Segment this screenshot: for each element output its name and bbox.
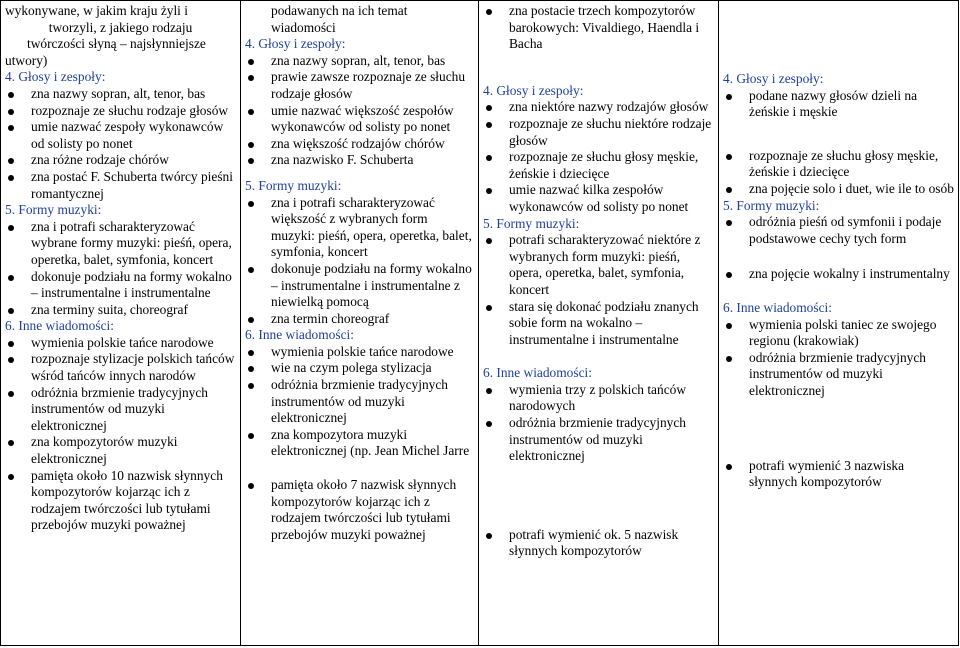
list-item: zna i potrafi scharakteryzować wybrane formy muzyki: pieśń, opera, operetka, balet, symfonia, koncert xyxy=(5,219,236,269)
list-item: dokonuje podziału na formy wokalno – instrumentalne i instrumentalne z niewielką pomocą xyxy=(245,261,474,311)
list-item: zna różne rodzaje chórów xyxy=(5,152,236,169)
voices-list xyxy=(483,99,714,215)
list-item: stara się dokonać podziału znanych sobie form na wokalno – instrumentalne i instrumentalne xyxy=(483,299,714,349)
voices-list xyxy=(723,88,954,198)
list-item: zna terminy suita, choreograf xyxy=(5,302,236,319)
list-item: rozpoznaje ze słuchu głosy męskie, żeńskie i dziecięce xyxy=(723,148,954,181)
list-item: zna postać F. Schuberta twórcy pieśni romantycznej xyxy=(5,169,236,202)
section-title-forms: 5. Formy muzyki: xyxy=(5,202,102,218)
forms-list xyxy=(5,219,236,319)
list-item: zna nazwisko F. Schuberta xyxy=(245,152,474,169)
list-item: wymienia polski taniec ze swojego regionu (krakowiak) xyxy=(723,317,954,350)
other-list xyxy=(245,344,474,544)
list-item: potrafi wymienić ok. 5 nazwisk słynnych kompozytorów xyxy=(483,527,714,560)
other-list xyxy=(723,317,954,491)
list-item: potrafi scharakteryzować niektóre z wybranych form muzyki: pieśń, opera, operetka, balet, symfonia, koncert xyxy=(483,232,714,298)
section-title-voices: 4. Głosy i zespoły: xyxy=(245,36,346,52)
list-item: wymienia polskie tańce narodowe xyxy=(245,344,474,361)
list-item: rozpoznaje ze słuchu niektóre rodzaje głosów xyxy=(483,116,714,149)
grade-column-3 xyxy=(479,1,719,646)
section-title-forms: 5. Formy muzyki: xyxy=(245,177,342,193)
section-title-voices: 4. Głosy i zespoły: xyxy=(5,69,106,85)
other-list xyxy=(483,382,714,560)
grade-column-2 xyxy=(241,1,479,646)
list-item: umie nazwać zespoły wykonawców od solisty po nonet xyxy=(5,119,236,152)
section-title-other: 6. Inne wiadomości: xyxy=(5,318,114,334)
section-title-voices: 4. Głosy i zespoły: xyxy=(483,82,584,98)
list-item: wymienia trzy z polskich tańców narodowych xyxy=(483,382,714,415)
section-title-other: 6. Inne wiadomości: xyxy=(723,299,832,315)
intro-list xyxy=(483,3,714,53)
section-title-other: 6. Inne wiadomości: xyxy=(245,327,354,343)
list-item: zna pojęcie wokalny i instrumentalny xyxy=(723,266,954,283)
list-item: dokonuje podziału na formy wokalno – instrumentalne i instrumentalne xyxy=(5,269,236,302)
section-title-forms: 5. Formy muzyki: xyxy=(483,215,580,231)
forms-list xyxy=(483,232,714,348)
list-item: wie na czym polega stylizacja xyxy=(245,360,474,377)
list-item: zna nazwy sopran, alt, tenor, bas xyxy=(245,53,474,70)
list-item: zna większość rodzajów chórów xyxy=(245,136,474,153)
list-item: podane nazwy głosów dzieli na żeńskie i męskie xyxy=(723,88,954,121)
list-item: rozpoznaje stylizacje polskich tańców wśród tańców innych narodów xyxy=(5,351,236,384)
list-item: pamięta około 7 nazwisk słynnych kompozytorów kojarząc ich z rodzajem twórczości lub tytułami przebojów muzyki poważnej xyxy=(245,477,474,543)
list-item: umie nazwać kilka zespołów wykonawców od solisty po nonet xyxy=(483,182,714,215)
list-item: odróżnia brzmienie tradycyjnych instrumentów od muzyki elektronicznej xyxy=(483,415,714,465)
section-title-voices: 4. Głosy i zespoły: xyxy=(723,71,824,86)
list-item: wymienia polskie tańce narodowe xyxy=(5,335,236,352)
section-title-forms: 5. Formy muzyki: xyxy=(723,197,820,213)
forms-list xyxy=(245,195,474,328)
grade-column-4 xyxy=(719,1,959,646)
list-item: zna postacie trzech kompozytorów barokowych: Vivaldiego, Haendla i Bacha xyxy=(483,3,714,53)
voices-list xyxy=(245,53,474,169)
list-item: zna i potrafi scharakteryzować większość z wybranych form muzyki: pieśń, opera, operetka, balet, symfonia, koncert xyxy=(245,195,474,261)
list-item: odróżnia brzmienie tradycyjnych instrumentów od muzyki elektronicznej xyxy=(245,377,474,427)
grade-column-1 xyxy=(1,1,241,646)
list-item: zna termin choreograf xyxy=(245,311,474,328)
list-item: zna kompozytorów muzyki elektronicznej xyxy=(5,434,236,467)
list-item: pamięta około 10 nazwisk słynnych kompozytorów kojarząc ich z rodzajem twórczości lub tytułami przebojów muzyki poważnej xyxy=(5,468,236,534)
section-title-other: 6. Inne wiadomości: xyxy=(483,365,592,381)
list-item: zna nazwy sopran, alt, tenor, bas xyxy=(5,86,236,103)
list-item: zna pojęcie solo i duet, wie ile to osób xyxy=(723,181,954,198)
list-item: odróżnia pieśń od symfonii i podaje podstawowe cechy tych form xyxy=(723,214,954,247)
intro-text: wykonywane, w jakim kraju żyli i tworzyli, z jakiego rodzaju twórczości słyną – najsłynniejsze utwory) xyxy=(5,3,206,68)
voices-list xyxy=(5,86,236,202)
intro-text: podawanych na ich temat wiadomości xyxy=(271,3,408,35)
list-item: zna kompozytora muzyki elektronicznej (np. Jean Michel Jarre xyxy=(245,427,474,460)
list-item: zna niektóre nazwy rodzajów głosów xyxy=(483,99,714,116)
list-item: potrafi wymienić 3 nazwiska słynnych kompozytorów xyxy=(723,458,954,491)
forms-list xyxy=(723,214,954,283)
list-item: rozpoznaje ze słuchu głosy męskie, żeńskie i dziecięce xyxy=(483,149,714,182)
list-item: odróżnia brzmienie tradycyjnych instrumentów od muzyki elektronicznej xyxy=(723,350,954,400)
list-item: odróżnia brzmienie tradycyjnych instrumentów od muzyki elektronicznej xyxy=(5,385,236,435)
list-item: prawie zawsze rozpoznaje ze słuchu rodzaje głosów xyxy=(245,69,474,102)
other-list xyxy=(5,335,236,534)
list-item: umie nazwać większość zespołów wykonawców od solisty po nonet xyxy=(245,103,474,136)
list-item: rozpoznaje ze słuchu rodzaje głosów xyxy=(5,103,236,120)
